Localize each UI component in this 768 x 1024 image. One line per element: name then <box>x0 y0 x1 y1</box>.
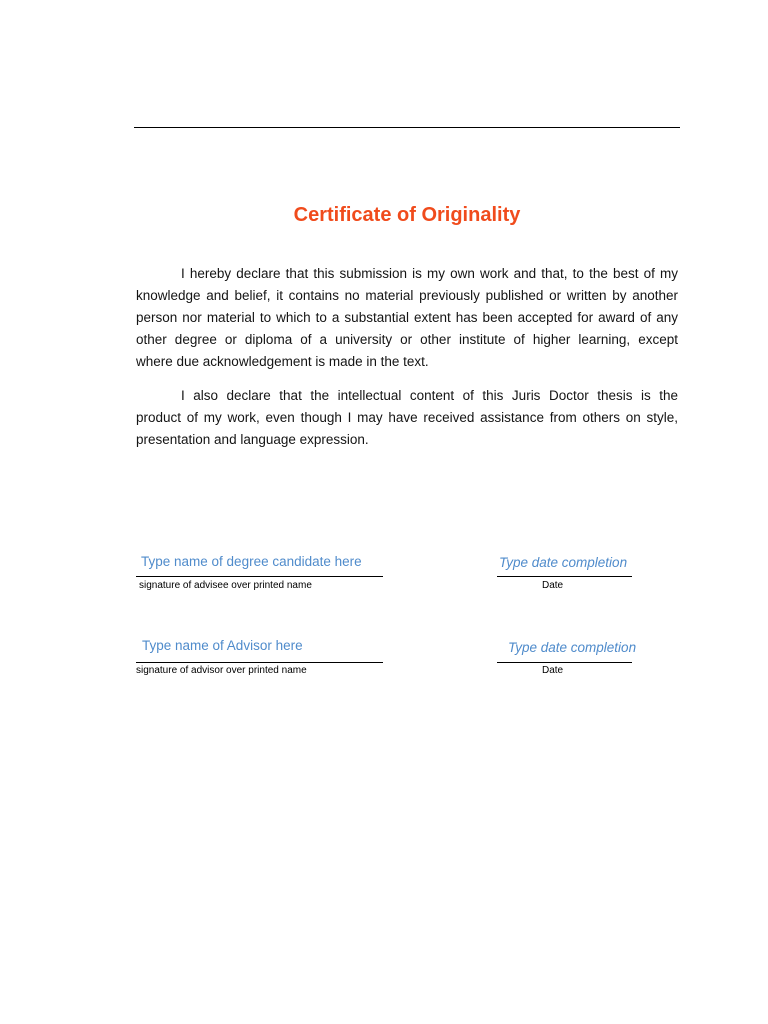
declaration-body <box>136 263 678 463</box>
candidate-date-caption: Date <box>542 580 564 591</box>
document-title: Certificate of Originality <box>293 204 521 226</box>
candidate-date-line <box>497 576 632 577</box>
advisor-date-line <box>497 662 632 663</box>
advisor-date-field[interactable]: Type date completion <box>508 640 637 655</box>
advisor-signature-line <box>136 662 383 663</box>
paragraph-line: where due acknowledgement is made in the text. <box>136 354 429 369</box>
candidate-date-field[interactable]: Type date completion <box>499 555 628 570</box>
top-rule <box>134 127 680 128</box>
paragraph-line: knowledge and belief, it contains no material previously published or written by another <box>136 288 678 303</box>
advisor-signature-caption: signature of advisor over printed name <box>136 665 307 676</box>
candidate-signature-line <box>136 576 383 577</box>
paragraph-line: I also declare that the intellectual content of this Juris Doctor thesis is the <box>181 388 678 403</box>
paragraph-line: I hereby declare that this submission is my own work and that, to the best of my <box>181 266 678 281</box>
paragraph-line: product of my work, even though I may have received assistance from others on style, <box>136 410 678 425</box>
declaration-paragraph-1 <box>136 263 678 373</box>
advisor-date-caption: Date <box>542 665 564 676</box>
advisor-name-field[interactable]: Type name of Advisor here <box>142 638 303 653</box>
candidate-name-field[interactable]: Type name of degree candidate here <box>141 554 362 569</box>
paragraph-line: person nor material to which to a substantial extent has been accepted for award of any <box>136 310 678 325</box>
paragraph-line: other degree or diploma of a university or other institute of higher learning, except <box>136 332 678 347</box>
declaration-paragraph-2 <box>136 385 678 451</box>
candidate-signature-caption: signature of advisee over printed name <box>139 580 312 591</box>
paragraph-line: presentation and language expression. <box>136 432 369 447</box>
